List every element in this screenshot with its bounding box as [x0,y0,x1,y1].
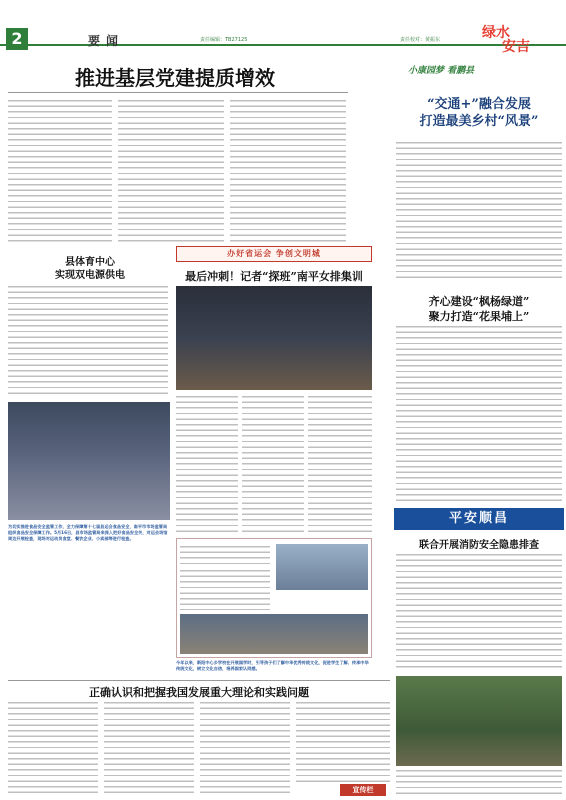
article-text [396,142,562,282]
left-story-title: 县体育中心 实现双电源供电 [55,257,125,281]
middle-story-title: 最后冲刺！记者“探班”南平女排集训 [185,270,363,283]
article-text [396,326,562,502]
right-lower-title: 联合开展消防安全隐患排查 [419,540,539,551]
article-text [230,100,346,242]
article-text [396,554,562,670]
brand-strip: 小康园梦 看鹏县 [408,66,475,76]
proof-line: 责任校对：黄振东 [400,37,441,43]
article-text [396,770,562,796]
main-headline: 推进基层党建提质增效 [75,66,275,90]
news-photo [180,614,368,654]
section-title: 要闻 [88,34,125,48]
middle-banner: 办好省运会 争创文明城 [176,246,372,262]
right-mid-title: 齐心建设“枫杨绿道” 聚力打造“花果埔上” [428,295,530,323]
bottom-title: 正确认识和把握我国发展重大理论和实践问题 [89,686,309,699]
news-photo [176,286,372,390]
article-text [8,100,112,242]
divider [8,92,348,93]
article-text [8,286,168,396]
editor-line: 责任编辑：TB27125 [200,37,248,43]
article-text [308,396,372,532]
article-text [180,570,270,610]
news-photo [396,676,562,766]
divider [8,680,390,681]
article-text [200,702,290,796]
column-tag: 宣传栏 [340,784,386,796]
article-text [296,702,390,782]
brand-logo: 绿水 安吉 [482,25,530,55]
page-number: 2 [6,28,28,50]
article-text [242,396,304,532]
safety-banner: 平安顺昌 [394,508,564,530]
article-text [8,702,98,796]
article-text [180,546,270,566]
article-text [118,100,224,242]
right-top-title: “交通+”融合发展 打造最美乡村“风景” [419,97,539,129]
article-text [104,702,194,796]
photo-caption: 为切实推进食品安全监管工作，全力保障第十七届县运会食品安全，南平市市场监管局组织食品安全保障工作。5月16日，县市场监管局来深入把好食品安全关，对运会场馆周边开展检查，现场对运动员食堂、餐饮企业、小卖部等进行检查。 [8,524,168,541]
article-text [176,396,238,532]
news-photo [276,544,368,590]
photo-caption: 今年以来，新阳中心乡学校在开展国学时，引导孩子们了解中华优秀传统文化，促进学生了解、传承中华传统文化，树立文化自信，培养国家认同感。 [176,660,369,671]
news-photo [8,402,170,520]
